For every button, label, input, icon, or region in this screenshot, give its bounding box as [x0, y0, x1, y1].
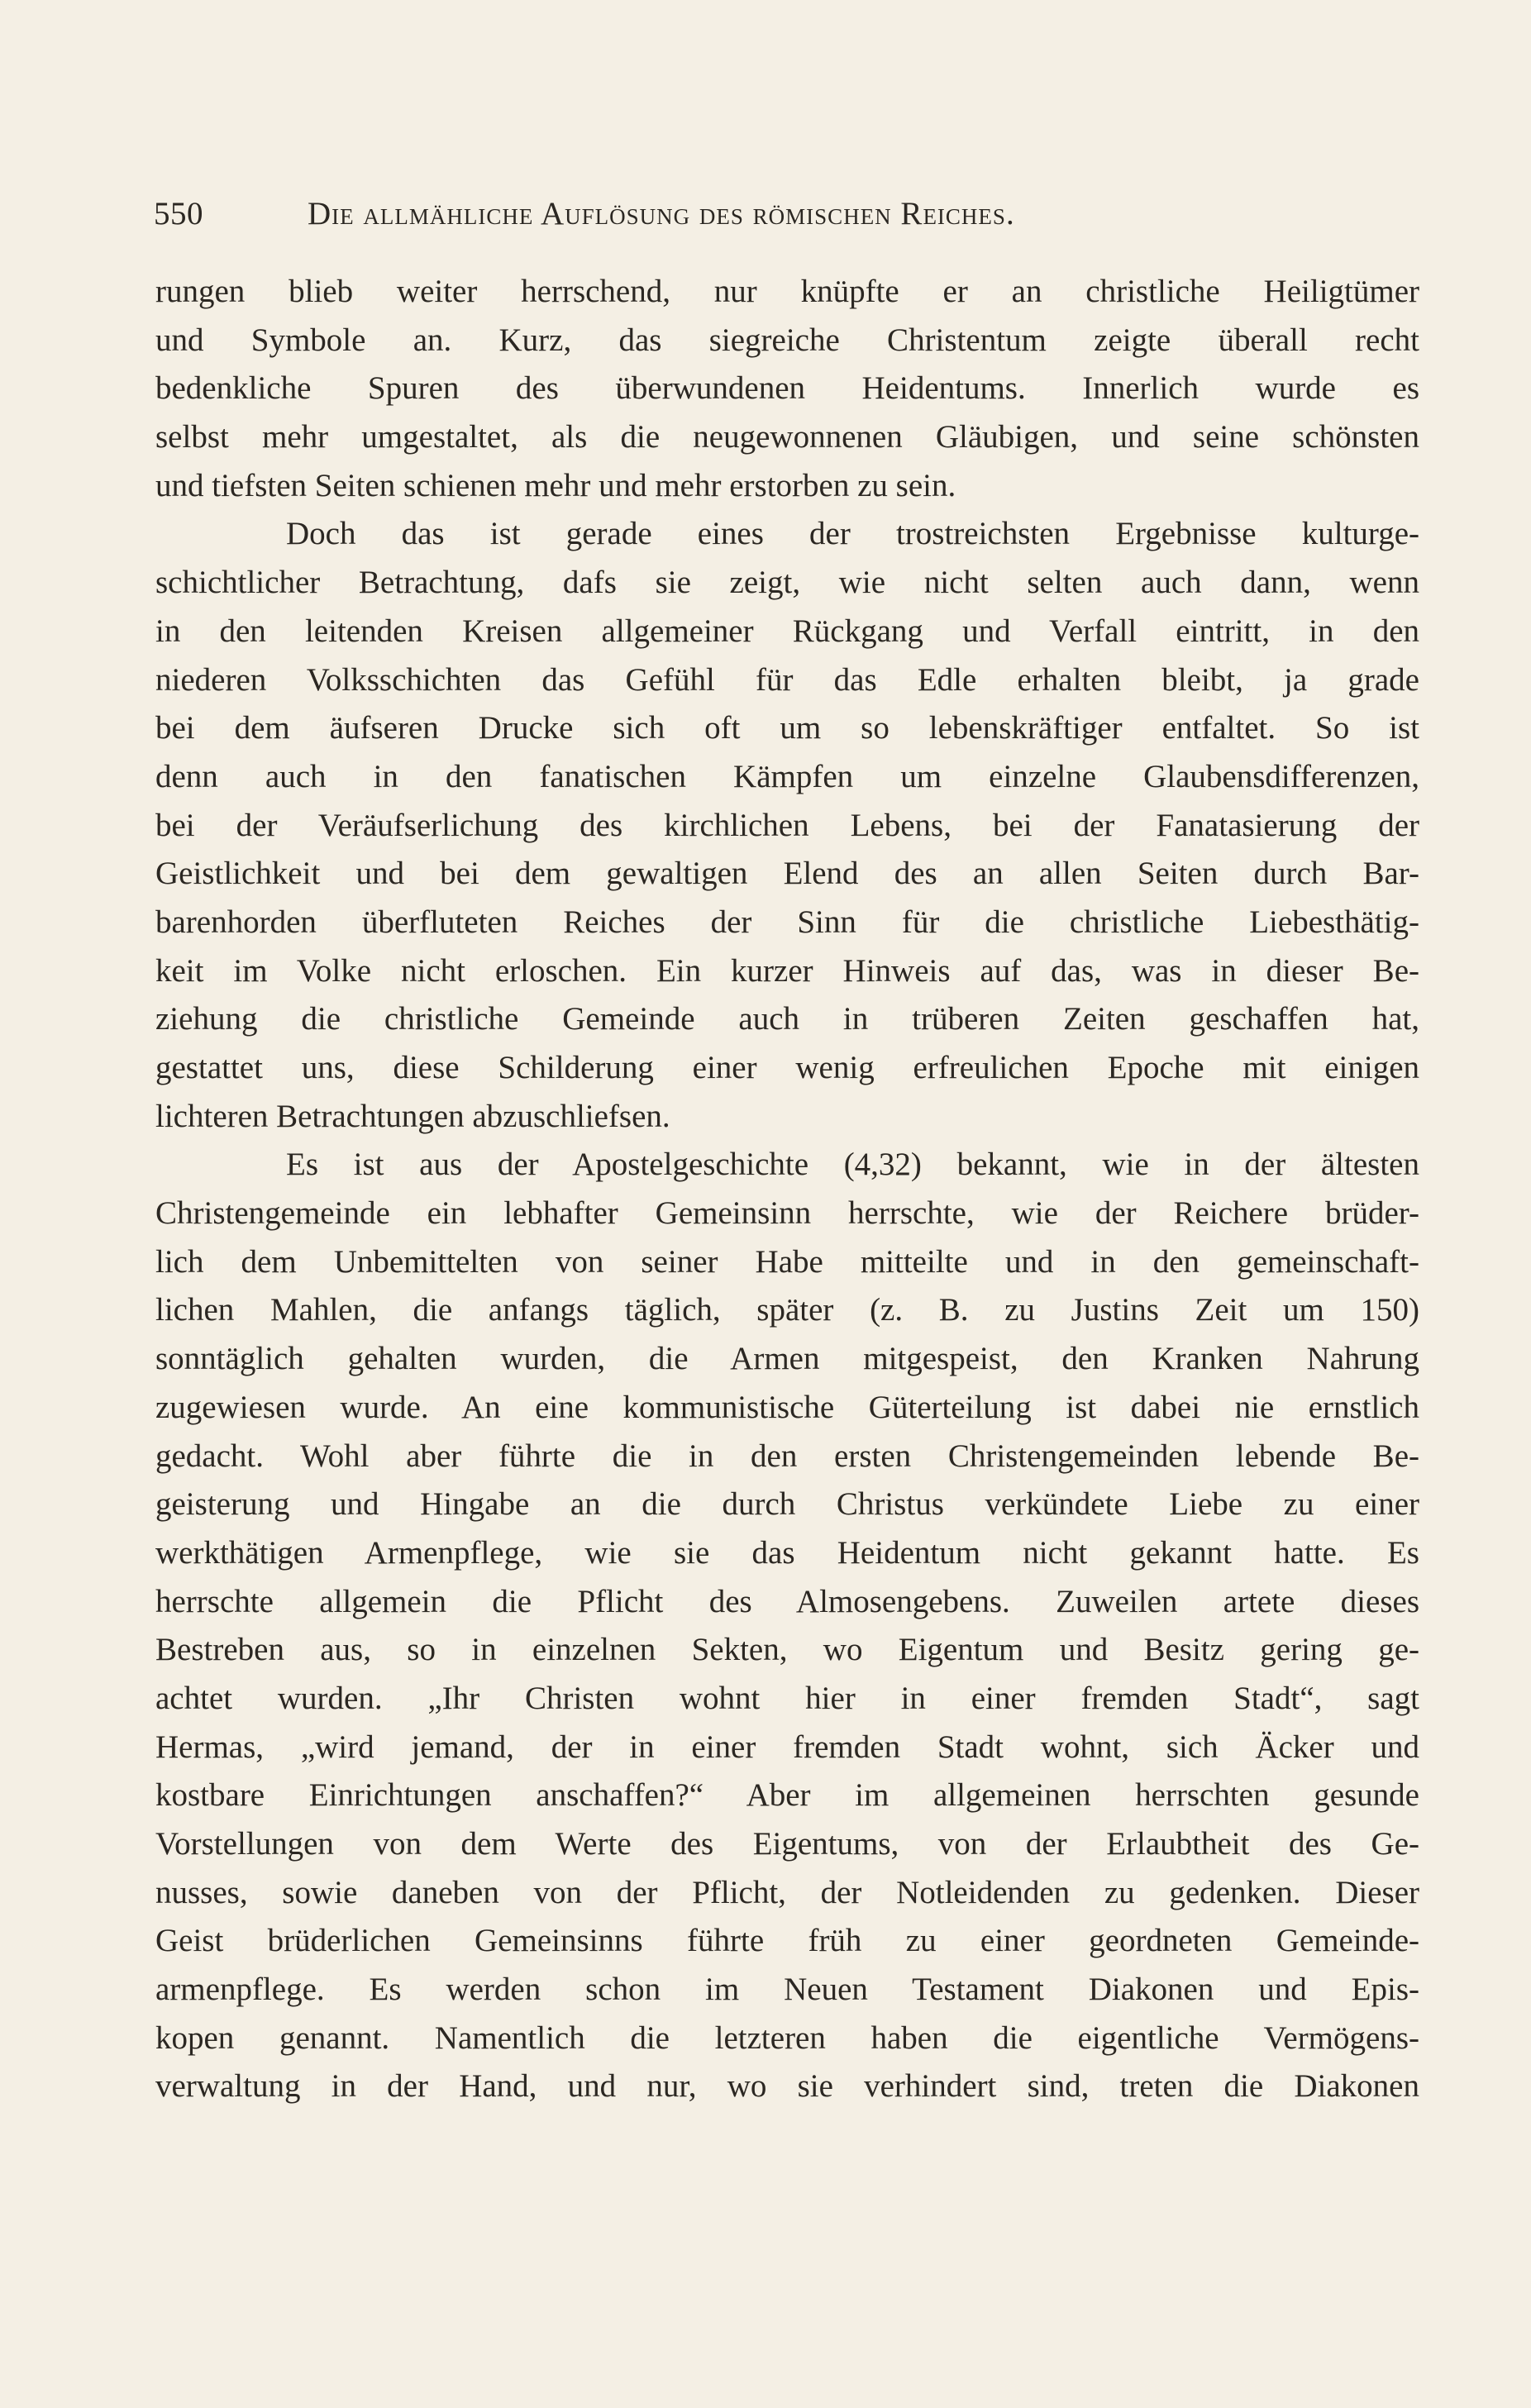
text-line: Es ist aus der Apostelgeschichte (4,32) bekannt, wie in der ältesten	[286, 1147, 1419, 1183]
text-line: selbst mehr umgestaltet, als die neugewonnenen Gläubigen, und seine schönsten	[155, 419, 1419, 455]
text-line: werkthätigen Armenpflege, wie sie das Heidentum nicht gekannt hatte. Es	[155, 1534, 1419, 1571]
text-line: denn auch in den fanatischen Kämpfen um einzelne Glaubensdifferenzen,	[155, 758, 1419, 794]
text-line: bedenkliche Spuren des überwundenen Heidentums. Innerlich wurde es	[155, 370, 1419, 407]
paragraph-2	[155, 510, 1419, 1141]
text-line: sonntäglich gehalten wurden, die Armen mitgespeist, den Kranken Nahrung	[155, 1341, 1419, 1377]
text-line: armenpflege. Es werden schon im Neuen Testament Diakonen und Epis-	[155, 1972, 1419, 2008]
text-line: niederen Volksschichten das Gefühl für das Edle erhalten bleibt, ja grade	[155, 661, 1419, 698]
text-line: barenhorden überfluteten Reiches der Sinn für die christliche Liebesthätig-	[155, 904, 1419, 940]
text-line: rungen blieb weiter herrschend, nur knüpfte er an christliche Heiligtümer	[155, 274, 1419, 309]
text-line: keit im Volke nicht erloschen. Ein kurzer Hinweis auf das, was in dieser Be-	[155, 952, 1419, 989]
text-line: Christengemeinde ein lebhafter Gemeinsinn herrschte, wie der Reichere brüder-	[155, 1195, 1419, 1232]
text-line: Hermas, „wird jemand, der in einer fremden Stadt wohnt, sich Äcker und	[155, 1729, 1419, 1765]
running-title: Die allmähliche Auflösung des römischen Reiches.	[308, 196, 1015, 231]
text-line: herrschte allgemein die Pflicht des Almosengebens. Zuweilen artete dieses	[155, 1583, 1419, 1619]
text-line: Geist brüderlichen Gemeinsinns führte früh zu einer geordneten Gemeinde-	[155, 1923, 1419, 1959]
text-line: achtet wurden. „Ihr Christen wohnt hier in einer fremden Stadt“, sagt	[155, 1680, 1419, 1716]
text-line: kopen genannt. Namentlich die letzteren haben die eigentliche Vermögens-	[155, 2019, 1419, 2056]
text-line: kostbare Einrichtungen anschaffen?“ Aber im allgemeinen herrschten gesunde	[155, 1777, 1419, 1814]
text-line: verwaltung in der Hand, und nur, wo sie verhindert sind, treten die Diakonen	[155, 2068, 1419, 2105]
text-line: bei der Veräufserlichung des kirchlichen Lebens, bei der Fanatasierung der	[155, 807, 1419, 843]
text-line: ziehung die christliche Gemeinde auch in trüberen Zeiten geschaffen hat,	[155, 1001, 1419, 1037]
text-line: Bestreben aus, so in einzelnen Sekten, wo Eigentum und Besitz gering ge-	[155, 1632, 1419, 1668]
body-text	[155, 268, 1419, 2111]
text-line: schichtlicher Betrachtung, dafs sie zeigt, wie nicht selten auch dann, wenn	[155, 565, 1419, 601]
text-line: und Symbole an. Kurz, das siegreiche Christentum zeigte überall recht	[155, 322, 1419, 358]
text-line: geisterung und Hingabe an die durch Christus verkündete Liebe zu einer	[155, 1486, 1419, 1523]
text-line: bei dem äufseren Drucke sich oft um so lebenskräftiger entfaltet. So ist	[155, 710, 1419, 746]
text-line: Doch das ist gerade eines der trostreichsten Ergebnisse kulturge-	[286, 516, 1419, 552]
text-line: zugewiesen wurde. An eine kommunistische Güterteilung ist dabei nie ernstlich	[155, 1389, 1419, 1425]
text-line: nusses, sowie daneben von der Pflicht, der Notleidenden zu gedenken. Dieser	[155, 1874, 1419, 1910]
text-line: lichen Mahlen, die anfangs täglich, später (z. B. zu Justins Zeit um 150)	[155, 1292, 1419, 1328]
text-line: lichteren Betrachtungen abzuschliefsen.	[155, 1098, 670, 1134]
paragraph-1	[155, 268, 1419, 510]
text-line: Vorstellungen von dem Werte des Eigentums, von der Erlaubtheit des Ge-	[155, 1826, 1419, 1862]
text-line: in den leitenden Kreisen allgemeiner Rückgang und Verfall eintritt, in den	[155, 613, 1419, 649]
text-line: gedacht. Wohl aber führte die in den ersten Christengemeinden lebende Be-	[155, 1438, 1419, 1474]
page-number: 550	[154, 196, 203, 231]
text-line: gestattet uns, diese Schilderung einer wenig erfreulichen Epoche mit einigen	[155, 1050, 1419, 1085]
paragraph-3	[155, 1141, 1419, 2111]
text-line: Geistlichkeit und bei dem gewaltigen Elend des an allen Seiten durch Bar-	[155, 856, 1419, 892]
text-line: lich dem Unbemittelten von seiner Habe mitteilte und in den gemeinschaft-	[155, 1243, 1419, 1280]
page-header	[154, 195, 1262, 241]
text-line: und tiefsten Seiten schienen mehr und mehr erstorben zu sein.	[155, 467, 956, 503]
